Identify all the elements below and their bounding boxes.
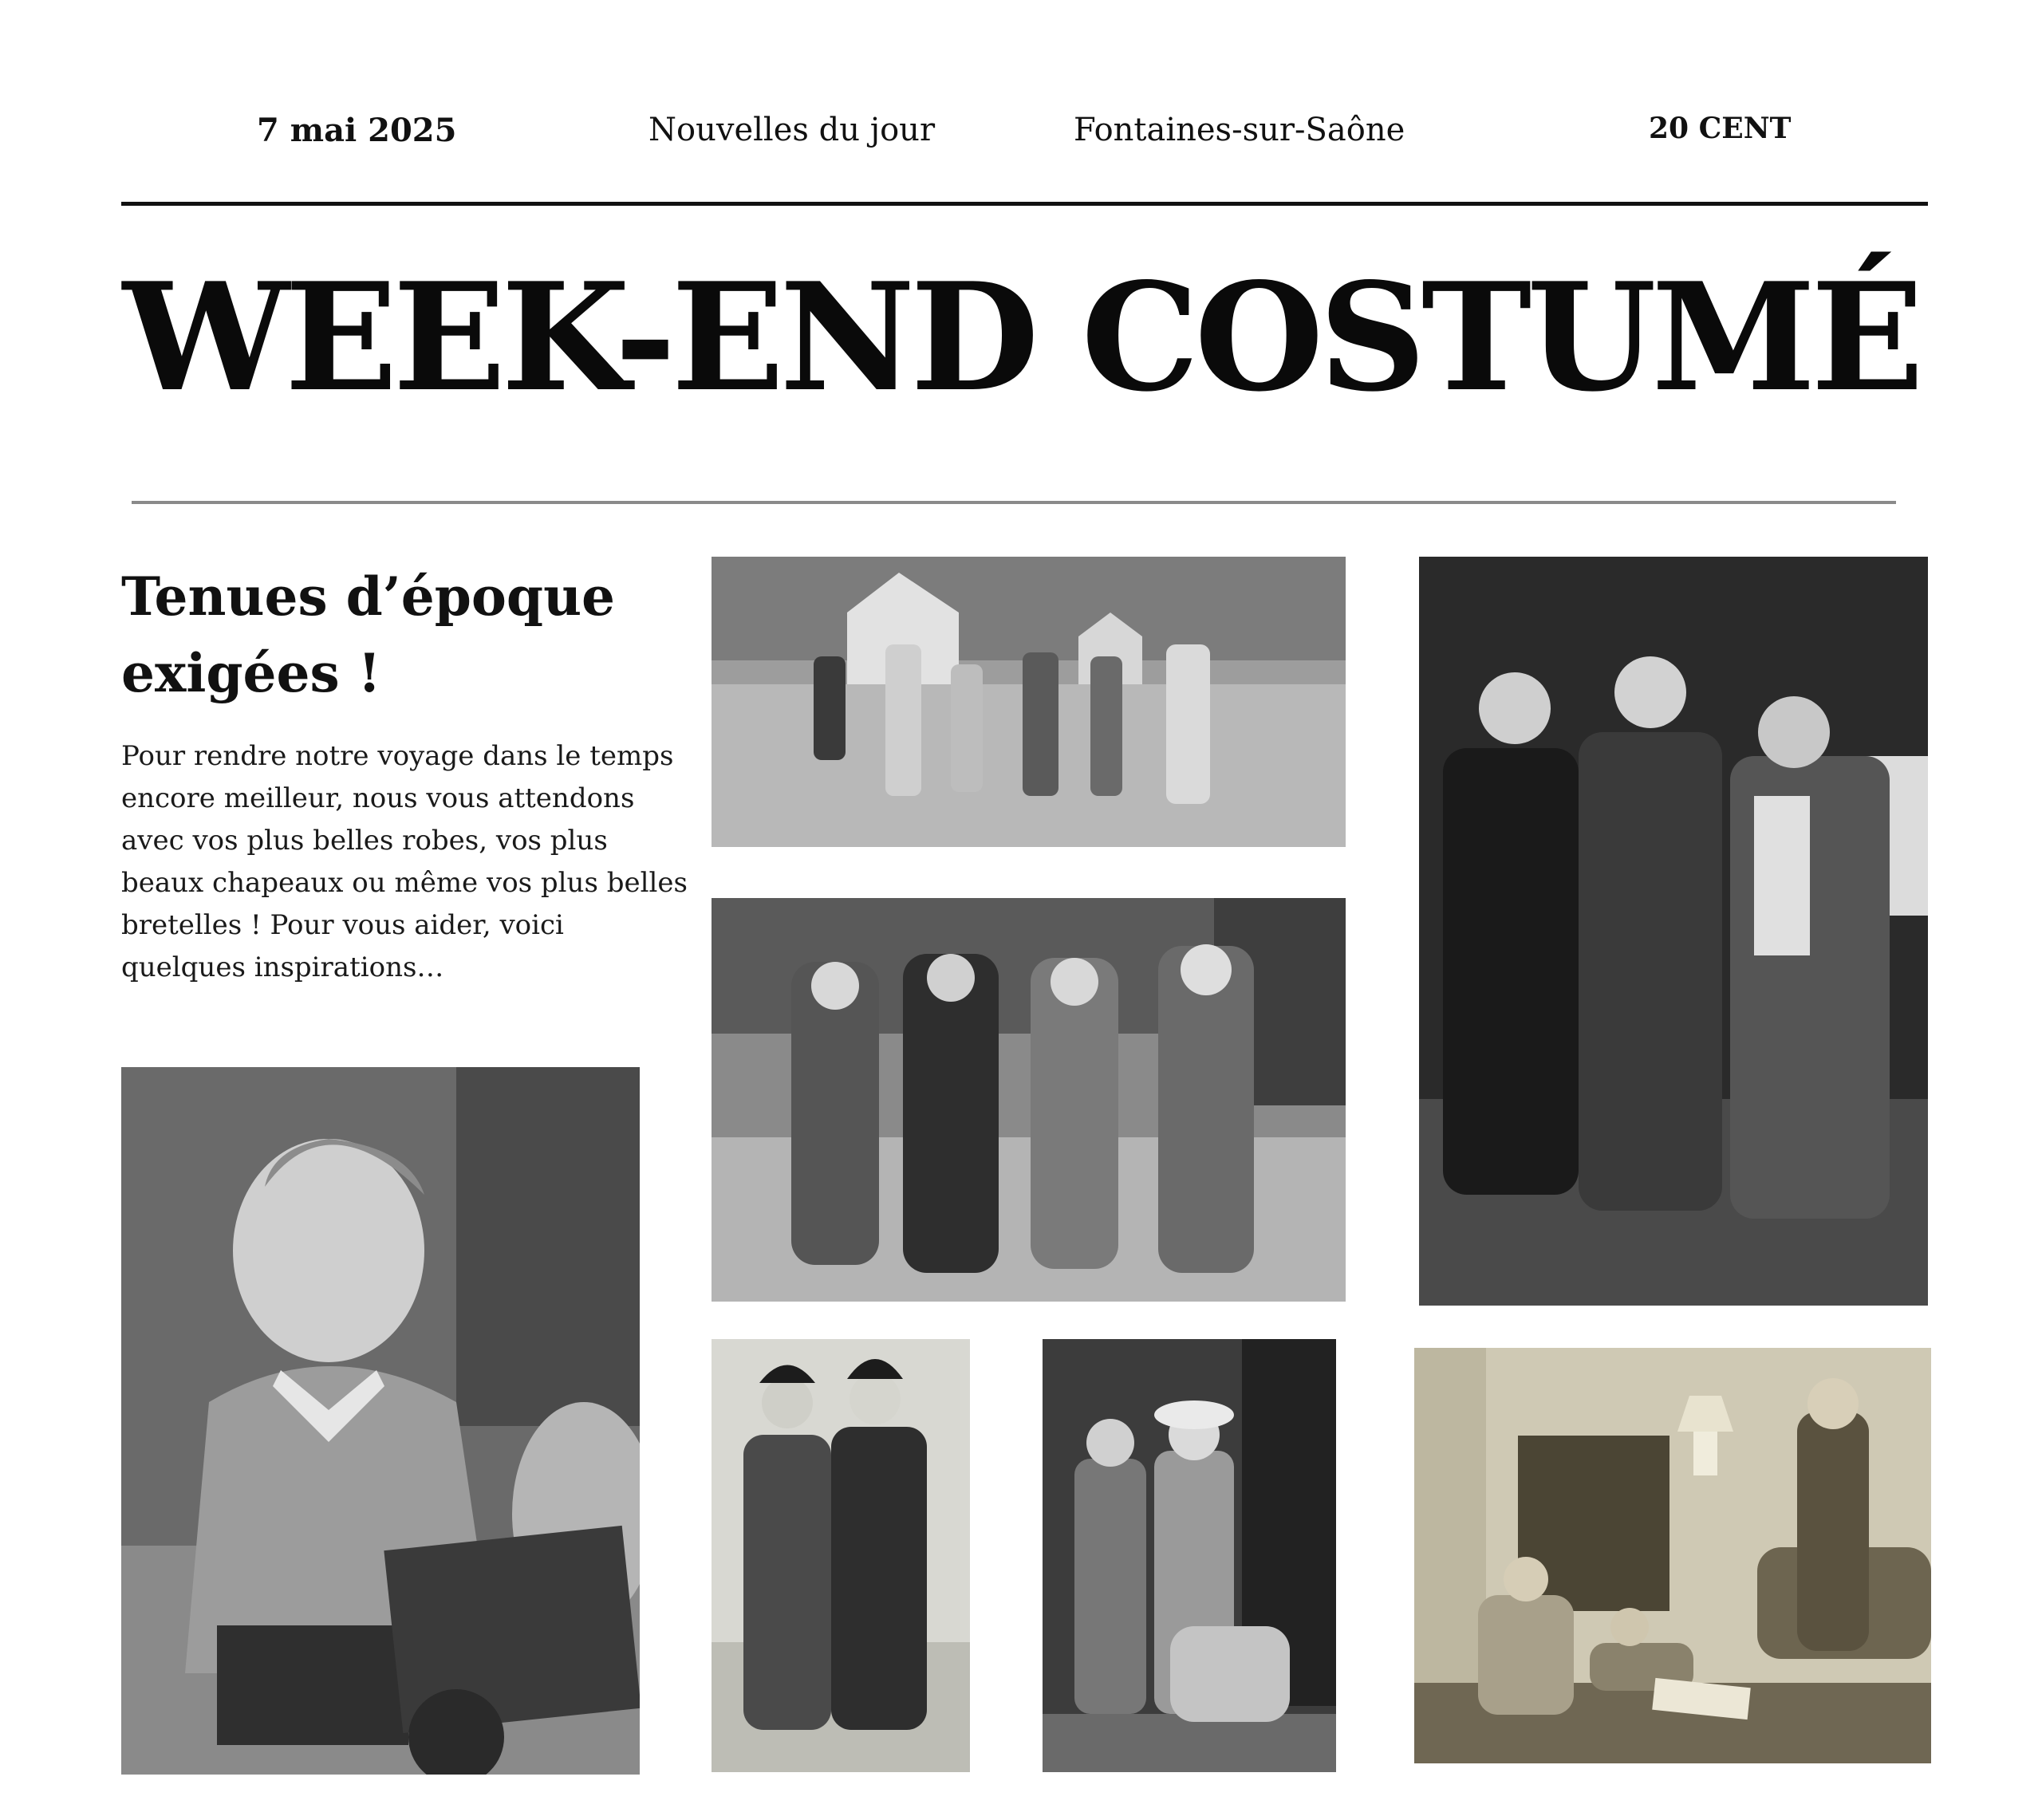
photo-three-men <box>1419 557 1928 1306</box>
masthead-date: 7 mai 2025 <box>257 112 457 149</box>
masthead-price: 20 CENT <box>1649 112 1792 145</box>
photo-boy-with-toy <box>121 1067 640 1775</box>
headline: WEEK-END COSTUMÉ <box>122 250 1920 424</box>
photo-children-station <box>1043 1339 1336 1772</box>
article-body: Pour rendre notre voyage dans le temps encore meilleur, nous vous attendons avec vos plus belles robes, vos plus beaux chapeaux ou même vos plus belles bretelles ! Pour vous aider, voici quelques inspirations… <box>121 740 688 983</box>
photo-women-walking <box>712 898 1346 1302</box>
article-subhead: Tenues d’époque exigées ! <box>121 565 616 704</box>
top-rule <box>121 202 1928 206</box>
masthead-section: Nouvelles du jour <box>648 112 936 148</box>
photo-children-walking <box>712 557 1346 847</box>
photo-two-women <box>712 1339 970 1772</box>
masthead-city: Fontaines-sur-Saône <box>1074 112 1405 148</box>
photo-living-room <box>1414 1348 1931 1763</box>
headline-rule <box>132 501 1896 504</box>
